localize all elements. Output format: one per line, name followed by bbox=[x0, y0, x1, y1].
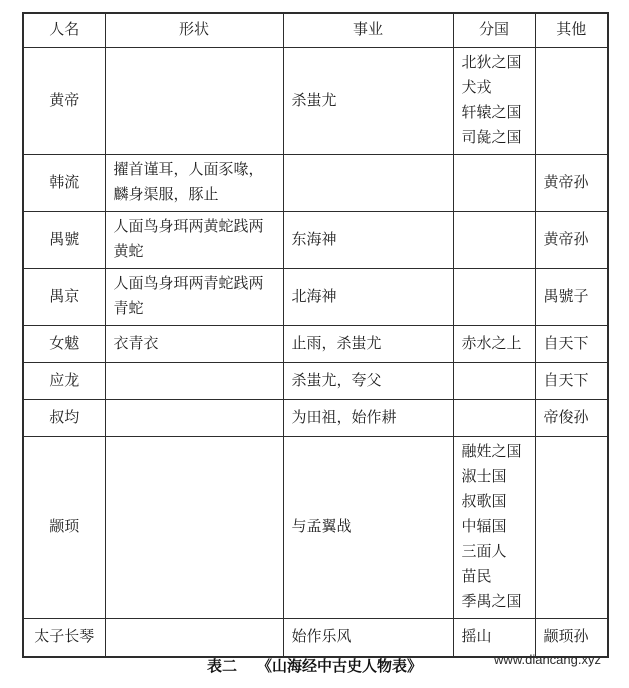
states-cell bbox=[453, 48, 535, 155]
person-name-cell: 黄帝 bbox=[23, 48, 105, 155]
other-cell: 黄帝孙 bbox=[535, 155, 608, 212]
states-cell bbox=[453, 212, 535, 269]
states-cell: 赤水之上 bbox=[453, 326, 535, 363]
deeds-cell: 与孟翼战 bbox=[283, 437, 453, 619]
deeds-cell: 为田祖，始作耕 bbox=[283, 400, 453, 437]
states-cell bbox=[453, 269, 535, 326]
table-row bbox=[23, 326, 608, 363]
header-other: 其他 bbox=[535, 13, 608, 48]
shape-cell bbox=[105, 400, 283, 437]
other-cell: 颛顼孙 bbox=[535, 619, 608, 657]
header-states: 分国 bbox=[453, 13, 535, 48]
state-line: 苗民 bbox=[461, 569, 492, 585]
person-name-cell: 太子长琴 bbox=[23, 619, 105, 657]
state-line: 融姓之国 bbox=[461, 444, 522, 460]
table-row bbox=[23, 437, 608, 619]
header-name: 人名 bbox=[23, 13, 105, 48]
shape-cell: 人面鸟身珥两黄蛇践两黄蛇 bbox=[105, 212, 283, 269]
states-cell bbox=[453, 363, 535, 400]
other-cell: 帝俊孙 bbox=[535, 400, 608, 437]
person-name-cell: 韩流 bbox=[23, 155, 105, 212]
caption-label: 表二 bbox=[206, 658, 237, 675]
shape-cell bbox=[105, 363, 283, 400]
deeds-cell: 东海神 bbox=[283, 212, 453, 269]
deeds-cell: 始作乐风 bbox=[283, 619, 453, 657]
other-cell bbox=[535, 437, 608, 619]
person-name-cell: 应龙 bbox=[23, 363, 105, 400]
table-row bbox=[23, 155, 608, 212]
deeds-cell: 杀蚩尤 bbox=[283, 48, 453, 155]
header-shape: 形状 bbox=[105, 13, 283, 48]
table-row bbox=[23, 212, 608, 269]
shape-cell bbox=[105, 48, 283, 155]
state-line: 季禺之国 bbox=[461, 594, 522, 610]
person-name-cell: 女魃 bbox=[23, 326, 105, 363]
table-row bbox=[23, 400, 608, 437]
deeds-cell: 北海神 bbox=[283, 269, 453, 326]
page-footer bbox=[0, 650, 629, 680]
states-cell bbox=[453, 437, 535, 619]
person-name-cell: 禺京 bbox=[23, 269, 105, 326]
shape-cell: 擢首谨耳，人面豕喙，麟身渠服，豚止 bbox=[105, 155, 283, 212]
states-cell bbox=[453, 400, 535, 437]
other-cell: 自天下 bbox=[535, 326, 608, 363]
table-row bbox=[23, 363, 608, 400]
header-deeds: 事业 bbox=[283, 13, 453, 48]
person-name-cell: 颛顼 bbox=[23, 437, 105, 619]
other-cell bbox=[535, 48, 608, 155]
person-name-cell: 叔均 bbox=[23, 400, 105, 437]
state-line: 叔歌国 bbox=[461, 494, 507, 510]
caption-title: 《山海经中古史人物表》 bbox=[257, 658, 423, 675]
shape-cell: 人面鸟身珥两青蛇践两青蛇 bbox=[105, 269, 283, 326]
figures-table bbox=[22, 12, 609, 658]
state-line: 中辐国 bbox=[461, 519, 507, 535]
table-row bbox=[23, 48, 608, 155]
state-line: 轩辕之国 bbox=[461, 105, 522, 121]
state-line: 北狄之国 bbox=[461, 55, 522, 71]
state-line: 司彘之国 bbox=[461, 130, 522, 146]
states-cell: 摇山 bbox=[453, 619, 535, 657]
table-row bbox=[23, 269, 608, 326]
other-cell: 禺號子 bbox=[535, 269, 608, 326]
person-name-cell: 禺號 bbox=[23, 212, 105, 269]
state-line: 犬戎 bbox=[461, 80, 492, 96]
deeds-cell: 止雨，杀蚩尤 bbox=[283, 326, 453, 363]
state-line: 三面人 bbox=[461, 544, 507, 560]
shape-cell bbox=[105, 437, 283, 619]
header-row bbox=[23, 13, 608, 48]
states-cell bbox=[453, 155, 535, 212]
deeds-cell bbox=[283, 155, 453, 212]
state-line: 淑士国 bbox=[461, 469, 507, 485]
other-cell: 黄帝孙 bbox=[535, 212, 608, 269]
shape-cell: 衣青衣 bbox=[105, 326, 283, 363]
watermark-url[interactable]: www.diancang.xyz bbox=[494, 652, 601, 667]
deeds-cell: 杀蚩尤，夸父 bbox=[283, 363, 453, 400]
other-cell: 自天下 bbox=[535, 363, 608, 400]
